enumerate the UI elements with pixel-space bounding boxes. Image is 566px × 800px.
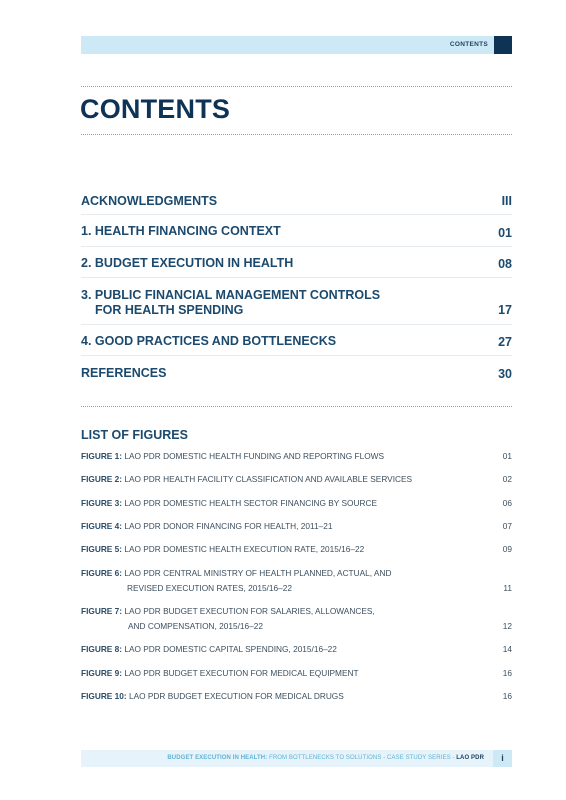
toc-item-label: 1. HEALTH FINANCING CONTEXT — [81, 224, 281, 238]
toc-item-acknowledgments[interactable] — [81, 186, 512, 215]
divider-figures — [81, 406, 512, 407]
figure-page: 01 — [502, 451, 512, 461]
figure-title: LAO PDR HEALTH FACILITY CLASSIFICATION AND AVAILABLE SERVICES — [124, 474, 413, 484]
figure-item-6[interactable] — [81, 566, 512, 596]
footer-title-bold: BUDGET EXECUTION IN HEALTH: — [167, 755, 268, 761]
toc-item-references[interactable] — [81, 356, 512, 387]
toc-item-label: ACKNOWLEDGMENTS — [81, 194, 218, 208]
figure-number: FIGURE 9: — [81, 668, 123, 678]
toc-item-label-continued: FOR HEALTH SPENDING — [95, 303, 244, 317]
footer-country: LAO PDR — [456, 755, 484, 761]
figure-number: FIGURE 7: — [81, 606, 123, 616]
figure-page: 12 — [502, 621, 512, 631]
toc-item-budget-execution[interactable] — [81, 247, 512, 278]
figure-item-5[interactable] — [81, 542, 512, 557]
figure-number: FIGURE 1: — [81, 451, 123, 461]
toc-item-health-financing-context[interactable] — [81, 215, 512, 247]
figure-title: LAO PDR DOMESTIC HEALTH FUNDING AND REPORTING FLOWS — [124, 451, 385, 461]
figure-title: LAO PDR DOMESTIC HEALTH EXECUTION RATE, 2015/16–22 — [124, 544, 365, 554]
toc-item-label: 3. PUBLIC FINANCIAL MANAGEMENT CONTROLS — [81, 288, 381, 302]
toc-item-page: 01 — [498, 226, 512, 240]
figure-page: 16 — [502, 691, 512, 701]
figure-title: LAO PDR DOMESTIC HEALTH SECTOR FINANCING BY SOURCE — [124, 498, 377, 508]
figure-title: LAO PDR CENTRAL MINISTRY OF HEALTH PLANNED, ACTUAL, AND — [124, 568, 392, 578]
figure-title: LAO PDR BUDGET EXECUTION FOR SALARIES, ALLOWANCES, — [124, 606, 375, 616]
toc-item-label: 4. GOOD PRACTICES AND BOTTLENECKS — [81, 334, 337, 348]
footer-page-number: i — [493, 750, 512, 767]
header-label: CONTENTS — [449, 41, 488, 48]
header-square — [494, 36, 512, 54]
toc-item-label: 2. BUDGET EXECUTION IN HEALTH — [81, 256, 294, 270]
toc-item-page: 17 — [498, 303, 512, 317]
figure-item-4[interactable] — [81, 519, 512, 534]
figure-item-1[interactable] — [81, 449, 512, 464]
toc-item-good-practices[interactable] — [81, 325, 512, 356]
footer-title — [167, 755, 484, 761]
figure-number: FIGURE 3: — [81, 498, 123, 508]
page-title: CONTENTS — [80, 94, 231, 124]
figure-number: FIGURE 2: — [81, 474, 123, 484]
toc-item-page: 30 — [498, 367, 512, 381]
divider-top — [81, 86, 512, 87]
list-of-figures-title: LIST OF FIGURES — [81, 428, 188, 442]
figure-number: FIGURE 8: — [81, 644, 123, 654]
toc-item-page: III — [501, 194, 512, 208]
figure-item-3[interactable] — [81, 496, 512, 511]
figure-page: 02 — [502, 474, 512, 484]
figure-number: FIGURE 6: — [81, 568, 123, 578]
figure-item-9[interactable] — [81, 666, 512, 681]
figure-item-8[interactable] — [81, 642, 512, 657]
figure-item-7[interactable] — [81, 604, 512, 634]
figure-number: FIGURE 5: — [81, 544, 123, 554]
header-bar — [81, 36, 512, 54]
figure-title-continued: REVISED EXECUTION RATES, 2015/16–22 — [127, 583, 292, 593]
toc-item-page: 27 — [498, 335, 512, 349]
figure-number: FIGURE 10: — [81, 691, 127, 701]
footer-bar — [81, 750, 512, 767]
table-of-contents — [81, 186, 512, 387]
figure-title: LAO PDR DONOR FINANCING FOR HEALTH, 2011–21 — [124, 521, 333, 531]
divider-title — [81, 134, 512, 135]
figure-title: LAO PDR BUDGET EXECUTION FOR MEDICAL EQUIPMENT — [124, 668, 359, 678]
footer-title-rest: FROM BOTTLENECKS TO SOLUTIONS - CASE STUDY SERIES - — [267, 755, 457, 761]
figure-page: 16 — [502, 668, 512, 678]
figure-page: 09 — [502, 544, 512, 554]
figure-title: LAO PDR DOMESTIC CAPITAL SPENDING, 2015/16–22 — [124, 644, 337, 654]
toc-item-label: REFERENCES — [81, 366, 167, 380]
figure-title: LAO PDR BUDGET EXECUTION FOR MEDICAL DRUGS — [128, 691, 344, 701]
figure-page: 07 — [502, 521, 512, 531]
figure-page: 11 — [503, 583, 512, 593]
figure-page: 06 — [502, 498, 512, 508]
figure-page: 14 — [502, 644, 512, 654]
figure-item-2[interactable] — [81, 472, 512, 487]
figure-item-10[interactable] — [81, 689, 512, 704]
figure-title-continued: AND COMPENSATION, 2015/16–22 — [128, 621, 263, 631]
toc-item-pfm-controls[interactable] — [81, 278, 512, 325]
figure-number: FIGURE 4: — [81, 521, 123, 531]
toc-item-page: 08 — [498, 257, 512, 271]
